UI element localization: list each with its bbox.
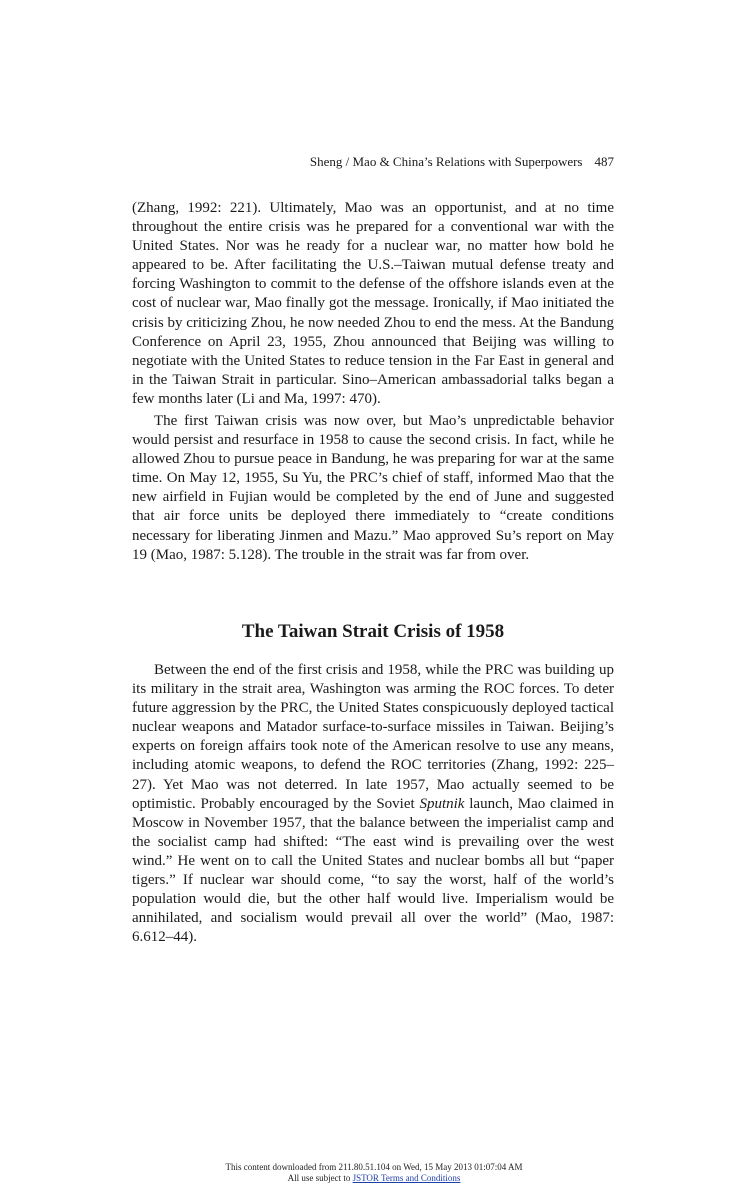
paragraph-3-text-end: launch, Mao claimed in Moscow in November 1957, that the balance between the imperialist camp and the socialist camp had shifted: “The east wind is prevailing over the west wind.” He went on to call the United States and nuclear bombs all but “paper tigers.” If nuclear war should come, “to say the worst, half of the world’s population would die, but the other half would live. Imperialism would be annihilated, and socialism would prevail all over the world” (Mao, 1987: 6.612–44). (132, 795, 614, 946)
terms-prefix: All use subject to (287, 1172, 353, 1183)
page-footer (0, 1162, 748, 1183)
paragraph-3-text-start: Between the end of the first crisis and 1958, while the PRC was building up its military in the strait area, Washington was arming the ROC forces. To deter future aggression by the PRC, the United States conspicuously deployed tactical nuclear weapons and Matador surface-to-surface missiles in Taiwan. Beijing’s experts on foreign affairs took note of the American resolve to use any means, including atomic weapons, to defend the ROC territories (Zhang, 1992: 225–27). Yet Mao was not deterred. In late 1957, Mao actually seemed to be optimistic. Probably encouraged by the Soviet (132, 662, 614, 812)
jstor-terms-link[interactable]: JSTOR Terms and Conditions (352, 1172, 461, 1183)
section-heading: The Taiwan Strait Crisis of 1958 (241, 621, 505, 642)
body-paragraph-2: The first Taiwan crisis was now over, but Mao’s unpredictable behavior would persist and resurface in 1958 to cause the second crisis. In fact, while he allowed Zhou to pursue peace in Bandung, he was preparing for war at the same time. On May 12, 1955, Su Yu, the PRC’s chief of staff, informed Mao that the new airfield in Fujian would be completed by the end of June and suggested that air force units be deployed there immediately to “create conditions necessary for liberating Jinmen and Mazu.” Mao approved Su’s report on May 19 (Mao, 1987: 5.128). The trouble in the strait was far from over. (132, 413, 614, 563)
body-paragraph-1: (Zhang, 1992: 221). Ultimately, Mao was an opportunist, and at no time throughout the entire crisis was he prepared for a conventional war with the United States. Nor was he ready for a nuclear war, no matter how bold he appeared to be. After facilitating the U.S.–Taiwan mutual defense treaty and forcing Washington to commit to the defense of the offshore islands even at the cost of nuclear war, Mao finally got the message. Ironically, if Mao initiated the crisis by criticizing Zhou, he now needed Zhou to end the mess. At the Bandung Conference on April 23, 1955, Zhou announced that Beijing was willing to negotiate with the United States to reduce tension in the Far East in general and in the Taiwan Strait in particular. Sino–American ambassadorial talks began a few months later (Li and Ma, 1997: 470). (132, 200, 614, 407)
page-number: 487 (594, 154, 614, 169)
body-paragraph-3 (132, 661, 614, 947)
terms-line (0, 1173, 748, 1184)
italic-sputnik: Sputnik (419, 795, 465, 812)
download-notice: This content downloaded from 211.80.51.104 on Wed, 15 May 2013 01:07:04 AM (225, 1162, 523, 1172)
running-head (132, 154, 614, 170)
running-title: Sheng / Mao & China’s Relations with Superpowers (309, 154, 583, 169)
